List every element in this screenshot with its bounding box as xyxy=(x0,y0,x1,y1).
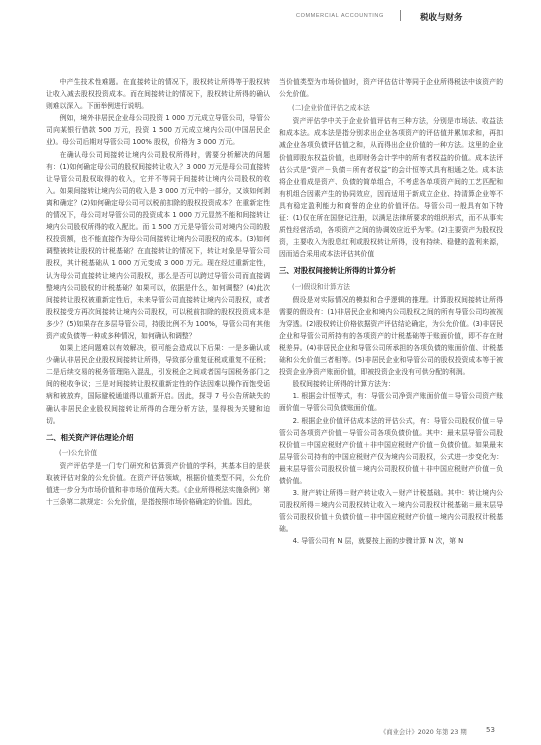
paragraph: 2. 根据企业价值评估成本法的评估公式，有：导管公司股权价值＝导管公司各项资产价值－导管公司各项负债价值。其中：最末层导管公司股权价值＝中国应税财产价值＋非中国应税财产价值－负债价值。如果最末层导管公司持有的中国应税财产仅为境内公司股权，公式进一步变化为：最末层导管公司股权价值＝境内公司股权价值＋非中国应税财产价值－负债价值。 xyxy=(279,416,503,485)
subsection-heading: (二)企业价值评估之成本法 xyxy=(292,104,370,113)
paragraph: 例如，境外非居民企业母公司投资 1 000 万元成立导管公司，导管公司向某银行借款 500 万元，投资 1 500 万元成立境内公司(中国居民企业)。母公司后期对导管公司 100% 股权，价格为 3 000 万元。 xyxy=(46,114,270,147)
paragraph: 1. 根据会计恒等式，有：导管公司净资产账面价值＝导管公司资产账面价值－导管公司负债账面价值。 xyxy=(279,392,503,413)
paragraph: 资产评估学是一门专门研究和估算资产价值的学科，其基本目的是获取被评估对象的公允价值。在资产评估领域，根据价值类型不同，公允价值进一步分为市场价值和非市场价值两大类。《企业所得税法实施条例》第十三条第二款规定：公允价值，是指按照市场价格确定的价值。因此， xyxy=(46,461,270,507)
section-heading: 三、对股权间接转让所得的计算分析 xyxy=(279,266,396,276)
paragraph: 如果上述问题难以有效解决，很可能会造成以下后果：一是多确认或少确认非居民企业股权间接转让所得，导致部分重复征税或重复不征税；二是后续交易的税务管理陷入混乱，引发税企之间或者国与国税务部门之间的税收争议；三是对间接转让股权重新定性的作法因难以操作而饱受诟病和被放弃，国际避税通道得以重新开启。因此，探寻 7 号公告所缺失的确认非居民企业股权间接转让所得的合理分析方法，显得极为关键和迫切。 xyxy=(46,344,270,425)
page-number: 53 xyxy=(486,726,495,734)
subsection-heading: (一)假设和计算方法 xyxy=(292,282,350,291)
subsection-heading: (一)公允价值 xyxy=(59,448,98,457)
paragraph: 当价值类型为市场价值时，资产评估估计等同于企业所得税法中该资产的公允价值。 xyxy=(279,78,503,99)
paragraph: 4. 导管公司有 N 层，就要按上面的步骤计算 N 次，第 N xyxy=(292,537,464,546)
paragraph: 在确认母公司间接转让境内公司股权所得时，需要分析解决的问题有：(1)如何确定母公司的股权间接转让收入？3 000 万元是母公司直接转让导管公司股权取得的收入，它并不等同于间接转让境内公司股权的收入。如果间接转让境内公司的收入是 3 000 万元中的一部分，又该如何剥离和确定？(2)如何确定母公司可以税前扣除的股权投资成本？在重新定性的情况下，母公司对导管公司的投资成本 1 000 万元显然不能和间接转让境内公司股权所得的收入配比。而 1 500 万元是导管公司对境内公司的股权投资额，也不能直接作为母公司间接转让境内公司股权的成本。(3)如何调整被转让股权的计税基础？在直接转让的情况下，转让对象是导管公司股权，其计税基础从 1 000 万元变成 3 000 万元。现在经过重新定性，认为母公司直接转让境内公司股权，那么是否可以跨过导管公司而直接调整境内公司股权的计税基础？如果可以，依据是什么，如何调整？(4)此次间接转让股权被重新定性后，未来导管公司直接转让境内公司股权，或者股权接受方再次间接转让境内公司股权，可以税前扣除的股权投资成本是多少？(5)如果存在多层导管公司，持股比例不为 100%，导管公司有其他资产或负债等一种或多种情况，如何确认和调整？ xyxy=(46,150,270,340)
header-divider xyxy=(400,10,401,21)
journal-issue: 《商业会计》2020 年第 23 期 xyxy=(380,729,467,736)
section-title: 税收与财务 xyxy=(420,13,463,23)
paragraph: 中产生技术性难题。在直接转让的情况下，股权转让所得等于股权转让收入减去股权投资成本。而在间接转让的情况下，股权转让所得的确认则难以深入。下面举例进行说明。 xyxy=(46,78,270,111)
right-column xyxy=(279,76,503,548)
left-column xyxy=(46,76,270,508)
paragraph: 股权间接转让所得的计算方法为： xyxy=(292,380,395,389)
paragraph: 资产评估学中关于企业价值评估有三种方法，分别是市场法、收益法和成本法。成本法是指分别求出企业各项资产的评估值并累加求和，再扣减企业各项负债评估值之和，从而得出企业价值的一种方法。这里的企业价值即股东权益价值，也即财务会计学中的所有者权益的价值。成本法评估公式是“资产－负债＝所有者权益”的会计恒等式具有相通之处。成本法将企业看成是资产、负债的简单组合，不考虑各单项资产间的工艺匹配和有机组合因素产生的协同效应，因而适用于新成立企业、持清算企业等不具有稳定盈利能力和商誉的企业的价值评估。导管公司一般具有如下特征：(1)仅在所在国登记注册，以满足法律所要求的组织形式，而不从事实质性经营活动，各项资产之间的协调效应近乎为零。(2)主要资产为股权投资，主要收入为股息红利或股权转让所得，没有持续、稳健的盈利来源，因而适合采用成本法评估其价值 xyxy=(279,117,503,259)
journal-brand: COMMERCIAL ACCOUNTING xyxy=(296,13,384,19)
paragraph: 假设是对实际情况的模拟和合乎逻辑的推理。计算股权间接转让所得需要的假设有：(1)非居民企业和境内公司股权之间的所有导管公司均被视为穿透。(2)股权转让价格依据资产评估结论确定，为公允价值。(3)非居民企业和导管公司所持有的各项资产的计税基础等于账面价值，即不存在财税差异。(4)非居民企业和导管公司所承担的各项负债的账面价值、计税基础和公允价值三者相等。(5)非居民企业和导管公司的股权投资成本等于被投资企业净资产账面价值，即被投资企业没有可供分配的利润。 xyxy=(279,295,503,377)
paragraph: 3. 财产转让所得＝财产转让收入－财产计税基础。其中：转让境内公司股权所得＝境内公司股权转让收入－境内公司股权计税基础＝最末层导管公司股权价值＋负债价值－非中国应税财产价值－境内公司股权计税基础。 xyxy=(279,489,503,534)
section-heading: 二、相关资产评估理论介绍 xyxy=(46,432,134,442)
